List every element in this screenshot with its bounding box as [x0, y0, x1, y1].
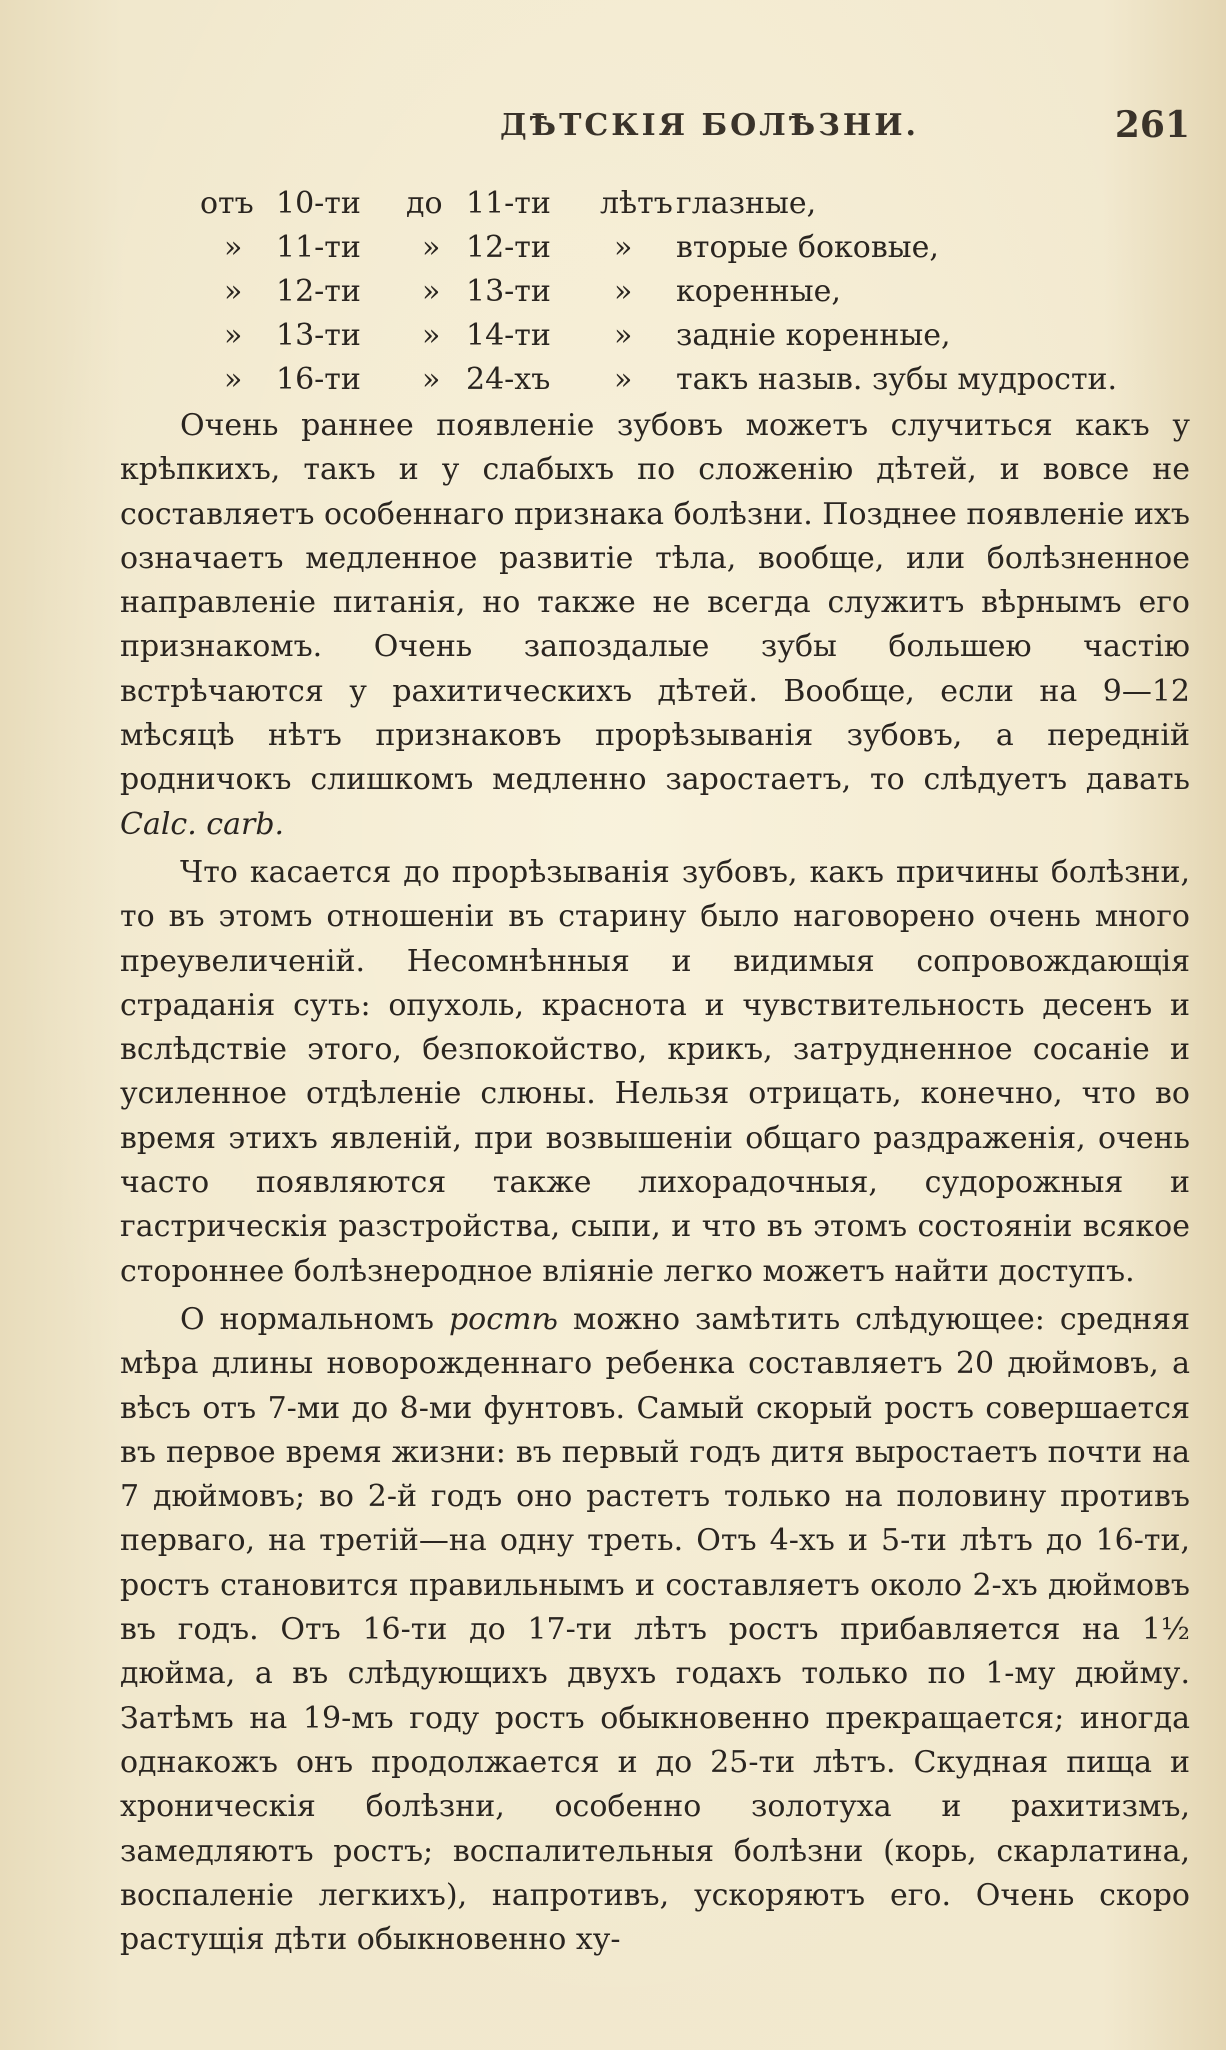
running-title: ДѢТСКІЯ БОЛѢЗНИ. [500, 108, 919, 143]
paragraph-text-start: О нормальномъ [180, 1301, 449, 1337]
table-row [200, 182, 1100, 226]
cell-age-to: 24-хъ [466, 362, 551, 397]
cell-age-from: 12-ти [276, 274, 361, 309]
cell-from: » [224, 362, 243, 397]
cell-description: коренные, [676, 274, 841, 309]
cell-description: вторые боковые, [676, 230, 939, 265]
cell-age-from: 11-ти [276, 230, 361, 265]
table-row [200, 314, 1100, 358]
table-row [200, 358, 1118, 402]
cell-to: » [422, 318, 441, 353]
cell-age-to: 12-ти [466, 230, 551, 265]
cell-to: » [422, 362, 441, 397]
cell-age-from: 16-ти [276, 362, 361, 397]
cell-from: » [224, 318, 243, 353]
body-text [120, 404, 1190, 1962]
table-row [200, 270, 1100, 314]
cell-to: » [422, 230, 441, 265]
paragraph-text-rest: можно замѣтить слѣдующее: средняя мѣра длины новорожденнаго ребенка составляетъ 20 дюймовъ, а вѣсъ отъ 7-ми до 8-ми фунтовъ. Самый скорый ростъ совершается въ первое время жизни: въ первый годъ дитя выростаетъ почти на 7 дюймовъ; во 2-й годъ оно растетъ только на половину противъ перваго, на третій—на одну треть. Отъ 4-хъ и 5-ти лѣтъ до 16-ти, ростъ становится правильнымъ и составляетъ около 2-хъ дюймовъ въ годъ. Отъ 16-ти до 17-ти лѣтъ ростъ прибавляется на 1½ дюйма, а въ слѣдующихъ двухъ годахъ только по 1-му дюйму. Затѣмъ на 19-мъ году ростъ обыкновенно прекращается; иногда однакожъ онъ продолжается и до 25-ти лѣтъ. Скудная пища и хроническія болѣзни, особенно золотуха и рахитизмъ, замедляютъ ростъ; воспалительныя болѣзни (корь, скарлатина, воспаленіе легкихъ), напротивъ, ускоряютъ его. Очень скоро растущія дѣти обыкновенно ху- [120, 1301, 1190, 1958]
cell-age-to: 13-ти [466, 274, 551, 309]
teeth-eruption-table [200, 182, 1118, 402]
cell-to: до [406, 186, 443, 221]
page-number: 261 [1114, 104, 1190, 146]
cell-from: » [224, 274, 243, 309]
cell-unit: » [614, 318, 633, 353]
paragraph-text: Очень раннее появленіе зубовъ можетъ случиться какъ у крѣпкихъ, такъ и у слабыхъ по сложенію дѣтей, и вовсе не составляетъ особеннаго признака болѣзни. Позднее появленіе ихъ означаетъ медленное развитіе тѣла, вообще, или болѣзненное направленіе питанія, но также не всегда служитъ вѣрнымъ его признакомъ. Очень запоздалые зубы большею частію встрѣчаются у рахитическихъ дѣтей. Вообще, если на 9—12 мѣсяцѣ нѣтъ признаковъ прорѣзыванія зубовъ, а передній родничокъ слишкомъ медленно заростаетъ, то слѣдуетъ давать [120, 408, 1190, 798]
cell-age-to: 11-ти [466, 186, 551, 221]
cell-description: глазные, [676, 186, 817, 221]
cell-unit: » [614, 274, 633, 309]
remedy-name: Calc. carb. [120, 806, 285, 842]
cell-description: задніе коренные, [676, 318, 951, 353]
cell-to: » [422, 274, 441, 309]
table-row [200, 226, 1100, 270]
emphasis-word: ростѣ [448, 1301, 558, 1337]
cell-age-to: 14-ти [466, 318, 551, 353]
cell-description: такъ назыв. зубы мудрости. [676, 362, 1118, 397]
paragraph-teething: Что касается до прорѣзыванія зубовъ, какъ причины болѣзни, то въ этомъ отношеніи въ старину было наговорено очень много преувеличеній. Несомнѣнныя и видимыя сопровождающія страданія суть: опухоль, краснота и чувствительность десенъ и вслѣдствіе этого, безпокойство, крикъ, затрудненное сосаніе и усиленное отдѣленіе слюны. Нельзя отрицать, конечно, что во время этихъ явленій, при возвышеніи общаго раздраженія, очень часто появляются также лихорадочныя, судорожныя и гастрическія разстройства, сыпи, и что въ этомъ состояніи всякое стороннее болѣзнеродное вліяніе легко можетъ найти доступъ. [120, 854, 1190, 1289]
cell-age-from: 10-ти [276, 186, 361, 221]
cell-from: » [224, 230, 243, 265]
cell-unit: лѣтъ [600, 186, 673, 221]
paragraph-growth [120, 1298, 1190, 1962]
cell-unit: » [614, 362, 633, 397]
page-header [150, 100, 1190, 152]
cell-age-from: 13-ти [276, 318, 361, 353]
paragraph-teeth-timing [120, 404, 1190, 847]
cell-from: отъ [200, 186, 254, 221]
cell-unit: » [614, 230, 633, 265]
